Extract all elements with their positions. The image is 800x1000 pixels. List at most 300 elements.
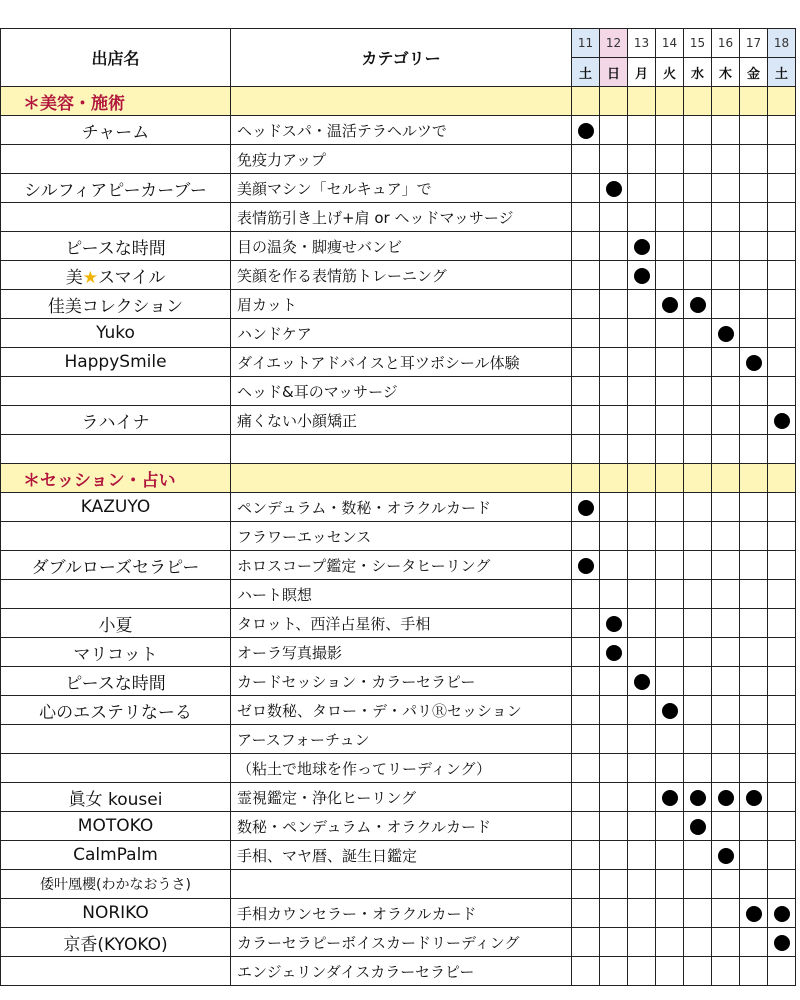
attendance-dot-icon [774,935,790,951]
day-cell [740,377,768,406]
day-cell [572,551,600,580]
day-cell [684,899,712,928]
day-cell [600,348,628,377]
day-cell [600,406,628,435]
day-cell [768,957,796,986]
day-cell [656,667,684,696]
day-cell [768,493,796,522]
day-cell [656,812,684,841]
shop-name: HappySmile [1,348,231,377]
day-cell [768,232,796,261]
day-cell [656,638,684,667]
day-cell [712,841,740,870]
shop-name [1,580,231,609]
category-text: 痛くない小顔矯正 [231,406,572,435]
day-cell [600,899,628,928]
day-cell [684,754,712,783]
attendance-dot-icon [662,297,678,313]
category-text: ハンドケア [231,319,572,348]
day-cell [572,493,600,522]
category-text: ゼロ数秘、タロー・デ・パリⓇセッション [231,696,572,725]
table-row [1,841,796,870]
day-cell [656,493,684,522]
day-cell [740,580,768,609]
day-cell [768,899,796,928]
day-cell [572,145,600,174]
section-empty-cell [628,87,656,116]
table-row [1,145,796,174]
section-empty-cell [231,464,572,493]
day-cell [768,377,796,406]
day-cell [628,812,656,841]
section-title: ＊セッション・占い [1,464,231,493]
weekday-cell: 日 [600,58,628,87]
attendance-dot-icon [578,500,594,516]
section-title: ＊美容・施術 [1,87,231,116]
day-cell [768,667,796,696]
category-text: ペンデュラム・数秘・オラクルカード [231,493,572,522]
day-cell [740,899,768,928]
day-cell [684,667,712,696]
day-cell [572,261,600,290]
day-cell [572,406,600,435]
day-cell [768,319,796,348]
shop-name: ダブルローズセラピー [1,551,231,580]
section-empty-cell [684,464,712,493]
attendance-dot-icon [690,297,706,313]
attendance-dot-icon [690,790,706,806]
shop-name: NORIKO [1,899,231,928]
category-text: 目の温灸・脚痩せバンビ [231,232,572,261]
day-cell [768,435,796,464]
section-empty-cell [740,87,768,116]
day-cell [740,551,768,580]
date-cell: 18 [768,29,796,58]
day-cell [600,928,628,957]
day-cell [600,812,628,841]
table-row [1,232,796,261]
day-cell [712,116,740,145]
day-cell [740,667,768,696]
day-cell [600,145,628,174]
day-cell [572,725,600,754]
day-cell [712,493,740,522]
table-row [1,493,796,522]
category-text: 免疫力アップ [231,145,572,174]
section-empty-cell [768,87,796,116]
table-row [1,551,796,580]
day-cell [656,522,684,551]
shop-name [1,145,231,174]
table-row [1,870,796,899]
category-text: 手相、マヤ暦、誕生日鑑定 [231,841,572,870]
day-cell [740,638,768,667]
day-cell [740,406,768,435]
table-row [1,580,796,609]
category-text: （粘土で地球を作ってリーディング） [231,754,572,783]
weekday-cell: 月 [628,58,656,87]
day-cell [684,174,712,203]
day-cell [572,580,600,609]
day-cell [712,580,740,609]
section-header-row [1,464,796,493]
day-cell [712,406,740,435]
day-cell [656,870,684,899]
day-cell [656,319,684,348]
section-empty-cell [684,87,712,116]
day-cell [600,290,628,319]
day-cell [712,928,740,957]
section-empty-cell [572,464,600,493]
day-cell [768,261,796,290]
day-cell [628,348,656,377]
day-cell [712,696,740,725]
attendance-dot-icon [662,790,678,806]
shop-name: 佳美コレクション [1,290,231,319]
day-cell [740,348,768,377]
table-row [1,348,796,377]
day-cell [600,319,628,348]
day-cell [600,435,628,464]
day-cell [740,174,768,203]
category-text [231,870,572,899]
table-row [1,290,796,319]
schedule-table [0,28,796,986]
day-cell [600,783,628,812]
weekday-cell: 火 [656,58,684,87]
day-cell [656,377,684,406]
shop-name: Yuko [1,319,231,348]
shop-name [1,754,231,783]
day-cell [712,319,740,348]
weekday-cell: 水 [684,58,712,87]
shop-name: ピースな時間 [1,232,231,261]
day-cell [656,116,684,145]
day-cell [572,957,600,986]
day-cell [712,203,740,232]
star-icon: ★ [82,267,98,288]
table-row [1,667,796,696]
day-cell [684,725,712,754]
day-cell [768,870,796,899]
category-text: ハート瞑想 [231,580,572,609]
day-cell [572,638,600,667]
day-cell [572,348,600,377]
category-text: オーラ写真撮影 [231,638,572,667]
category-text: 霊視鑑定・浄化ヒーリング [231,783,572,812]
day-cell [740,609,768,638]
day-cell [712,812,740,841]
shop-name: 小夏 [1,609,231,638]
day-cell [768,812,796,841]
day-cell [684,406,712,435]
section-empty-cell [712,87,740,116]
day-cell [684,870,712,899]
category-text: ダイエットアドバイスと耳ツボシール体験 [231,348,572,377]
day-cell [656,551,684,580]
day-cell [628,725,656,754]
shop-name: マリコット [1,638,231,667]
day-cell [740,522,768,551]
day-cell [740,754,768,783]
day-cell [628,667,656,696]
table-row [1,609,796,638]
day-cell [768,783,796,812]
day-cell [684,319,712,348]
day-cell [600,580,628,609]
date-cell: 13 [628,29,656,58]
header-date-row [1,29,796,58]
category-text: フラワーエッセンス [231,522,572,551]
category-text: 美顔マシン「セルキュア」で [231,174,572,203]
day-cell [684,841,712,870]
attendance-dot-icon [746,790,762,806]
day-cell [712,783,740,812]
day-cell [684,203,712,232]
weekday-cell: 土 [572,58,600,87]
day-cell [572,609,600,638]
day-cell [572,522,600,551]
day-cell [572,319,600,348]
section-empty-cell [600,87,628,116]
day-cell [600,667,628,696]
column-header-category: カテゴリー [231,29,572,87]
day-cell [768,609,796,638]
day-cell [656,928,684,957]
day-cell [572,754,600,783]
day-cell [600,522,628,551]
shop-name: ピースな時間 [1,667,231,696]
shop-name: 美★スマイル [1,261,231,290]
day-cell [628,493,656,522]
day-cell [600,870,628,899]
day-cell [712,377,740,406]
day-cell [740,435,768,464]
day-cell [768,928,796,957]
day-cell [740,783,768,812]
day-cell [712,174,740,203]
shop-name [1,435,231,464]
shop-name: KAZUYO [1,493,231,522]
day-cell [712,638,740,667]
section-empty-cell [712,464,740,493]
shop-name [1,725,231,754]
shop-name: ラハイナ [1,406,231,435]
day-cell [600,174,628,203]
day-cell [656,261,684,290]
section-empty-cell [656,87,684,116]
shop-name: MOTOKO [1,812,231,841]
day-cell [628,551,656,580]
day-cell [768,522,796,551]
day-cell [656,203,684,232]
shop-name [1,957,231,986]
day-cell [656,435,684,464]
weekday-cell: 木 [712,58,740,87]
day-cell [656,841,684,870]
day-cell [572,435,600,464]
day-cell [740,493,768,522]
day-cell [740,290,768,319]
shop-name: シルフィアピーカーブー [1,174,231,203]
day-cell [740,203,768,232]
section-empty-cell [740,464,768,493]
day-cell [740,145,768,174]
table-row [1,522,796,551]
day-cell [600,754,628,783]
day-cell [628,522,656,551]
category-text: エンジェリンダイスカラーセラピー [231,957,572,986]
column-header-shop: 出店名 [1,29,231,87]
attendance-dot-icon [718,326,734,342]
attendance-dot-icon [718,790,734,806]
day-cell [600,261,628,290]
day-cell [656,145,684,174]
shop-name [1,522,231,551]
day-cell [656,899,684,928]
day-cell [740,116,768,145]
day-cell [656,406,684,435]
attendance-dot-icon [774,413,790,429]
date-cell: 15 [684,29,712,58]
day-cell [684,435,712,464]
day-cell [684,261,712,290]
day-cell [768,348,796,377]
day-cell [768,174,796,203]
table-row [1,725,796,754]
date-cell: 16 [712,29,740,58]
table-row [1,928,796,957]
day-cell [600,957,628,986]
day-cell [740,812,768,841]
day-cell [572,783,600,812]
day-cell [600,609,628,638]
day-cell [628,377,656,406]
section-empty-cell [628,464,656,493]
day-cell [684,580,712,609]
day-cell [628,899,656,928]
day-cell [628,290,656,319]
section-empty-cell [768,464,796,493]
attendance-dot-icon [746,906,762,922]
day-cell [684,696,712,725]
day-cell [712,232,740,261]
table-row [1,319,796,348]
day-cell [684,232,712,261]
attendance-dot-icon [634,674,650,690]
day-cell [768,725,796,754]
day-cell [712,551,740,580]
day-cell [572,203,600,232]
table-row [1,116,796,145]
attendance-dot-icon [606,645,622,661]
section-empty-cell [572,87,600,116]
day-cell [656,957,684,986]
table-row [1,435,796,464]
day-cell [684,145,712,174]
date-cell: 17 [740,29,768,58]
day-cell [600,725,628,754]
day-cell [656,783,684,812]
table-row [1,406,796,435]
shop-name: 倭叶凰櫻(わかなおうさ) [1,870,231,899]
day-cell [712,754,740,783]
day-cell [768,203,796,232]
day-cell [684,783,712,812]
day-cell [740,261,768,290]
day-cell [600,551,628,580]
day-cell [740,696,768,725]
attendance-dot-icon [634,268,650,284]
day-cell [740,319,768,348]
day-cell [572,377,600,406]
attendance-dot-icon [606,616,622,632]
day-cell [712,261,740,290]
category-text: ヘッドスパ・温活テラヘルツで [231,116,572,145]
shop-name: チャーム [1,116,231,145]
day-cell [628,696,656,725]
section-empty-cell [656,464,684,493]
day-cell [572,116,600,145]
attendance-dot-icon [690,819,706,835]
day-cell [572,899,600,928]
attendance-dot-icon [774,906,790,922]
attendance-dot-icon [578,558,594,574]
date-cell: 14 [656,29,684,58]
weekday-cell: 土 [768,58,796,87]
category-text: カラーセラピーボイスカードリーディング [231,928,572,957]
attendance-dot-icon [578,123,594,139]
day-cell [684,928,712,957]
day-cell [684,493,712,522]
day-cell [684,377,712,406]
day-cell [628,174,656,203]
day-cell [740,870,768,899]
day-cell [684,812,712,841]
day-cell [628,145,656,174]
section-empty-cell [231,87,572,116]
day-cell [768,116,796,145]
category-text: 表情筋引き上げ+肩 or ヘッドマッサージ [231,203,572,232]
day-cell [628,928,656,957]
day-cell [712,870,740,899]
day-cell [684,609,712,638]
day-cell [600,203,628,232]
shop-name: 心のエステリなーる [1,696,231,725]
day-cell [768,841,796,870]
day-cell [768,551,796,580]
day-cell [572,928,600,957]
day-cell [768,290,796,319]
day-cell [628,638,656,667]
day-cell [628,754,656,783]
day-cell [600,377,628,406]
table-row [1,174,796,203]
day-cell [656,725,684,754]
category-text: 笑顔を作る表情筋トレーニング [231,261,572,290]
day-cell [628,116,656,145]
day-cell [684,290,712,319]
attendance-dot-icon [746,355,762,371]
day-cell [628,435,656,464]
attendance-dot-icon [606,181,622,197]
shop-name: 京香(KYOKO) [1,928,231,957]
day-cell [600,116,628,145]
day-cell [656,348,684,377]
day-cell [712,667,740,696]
day-cell [656,232,684,261]
table-row [1,638,796,667]
